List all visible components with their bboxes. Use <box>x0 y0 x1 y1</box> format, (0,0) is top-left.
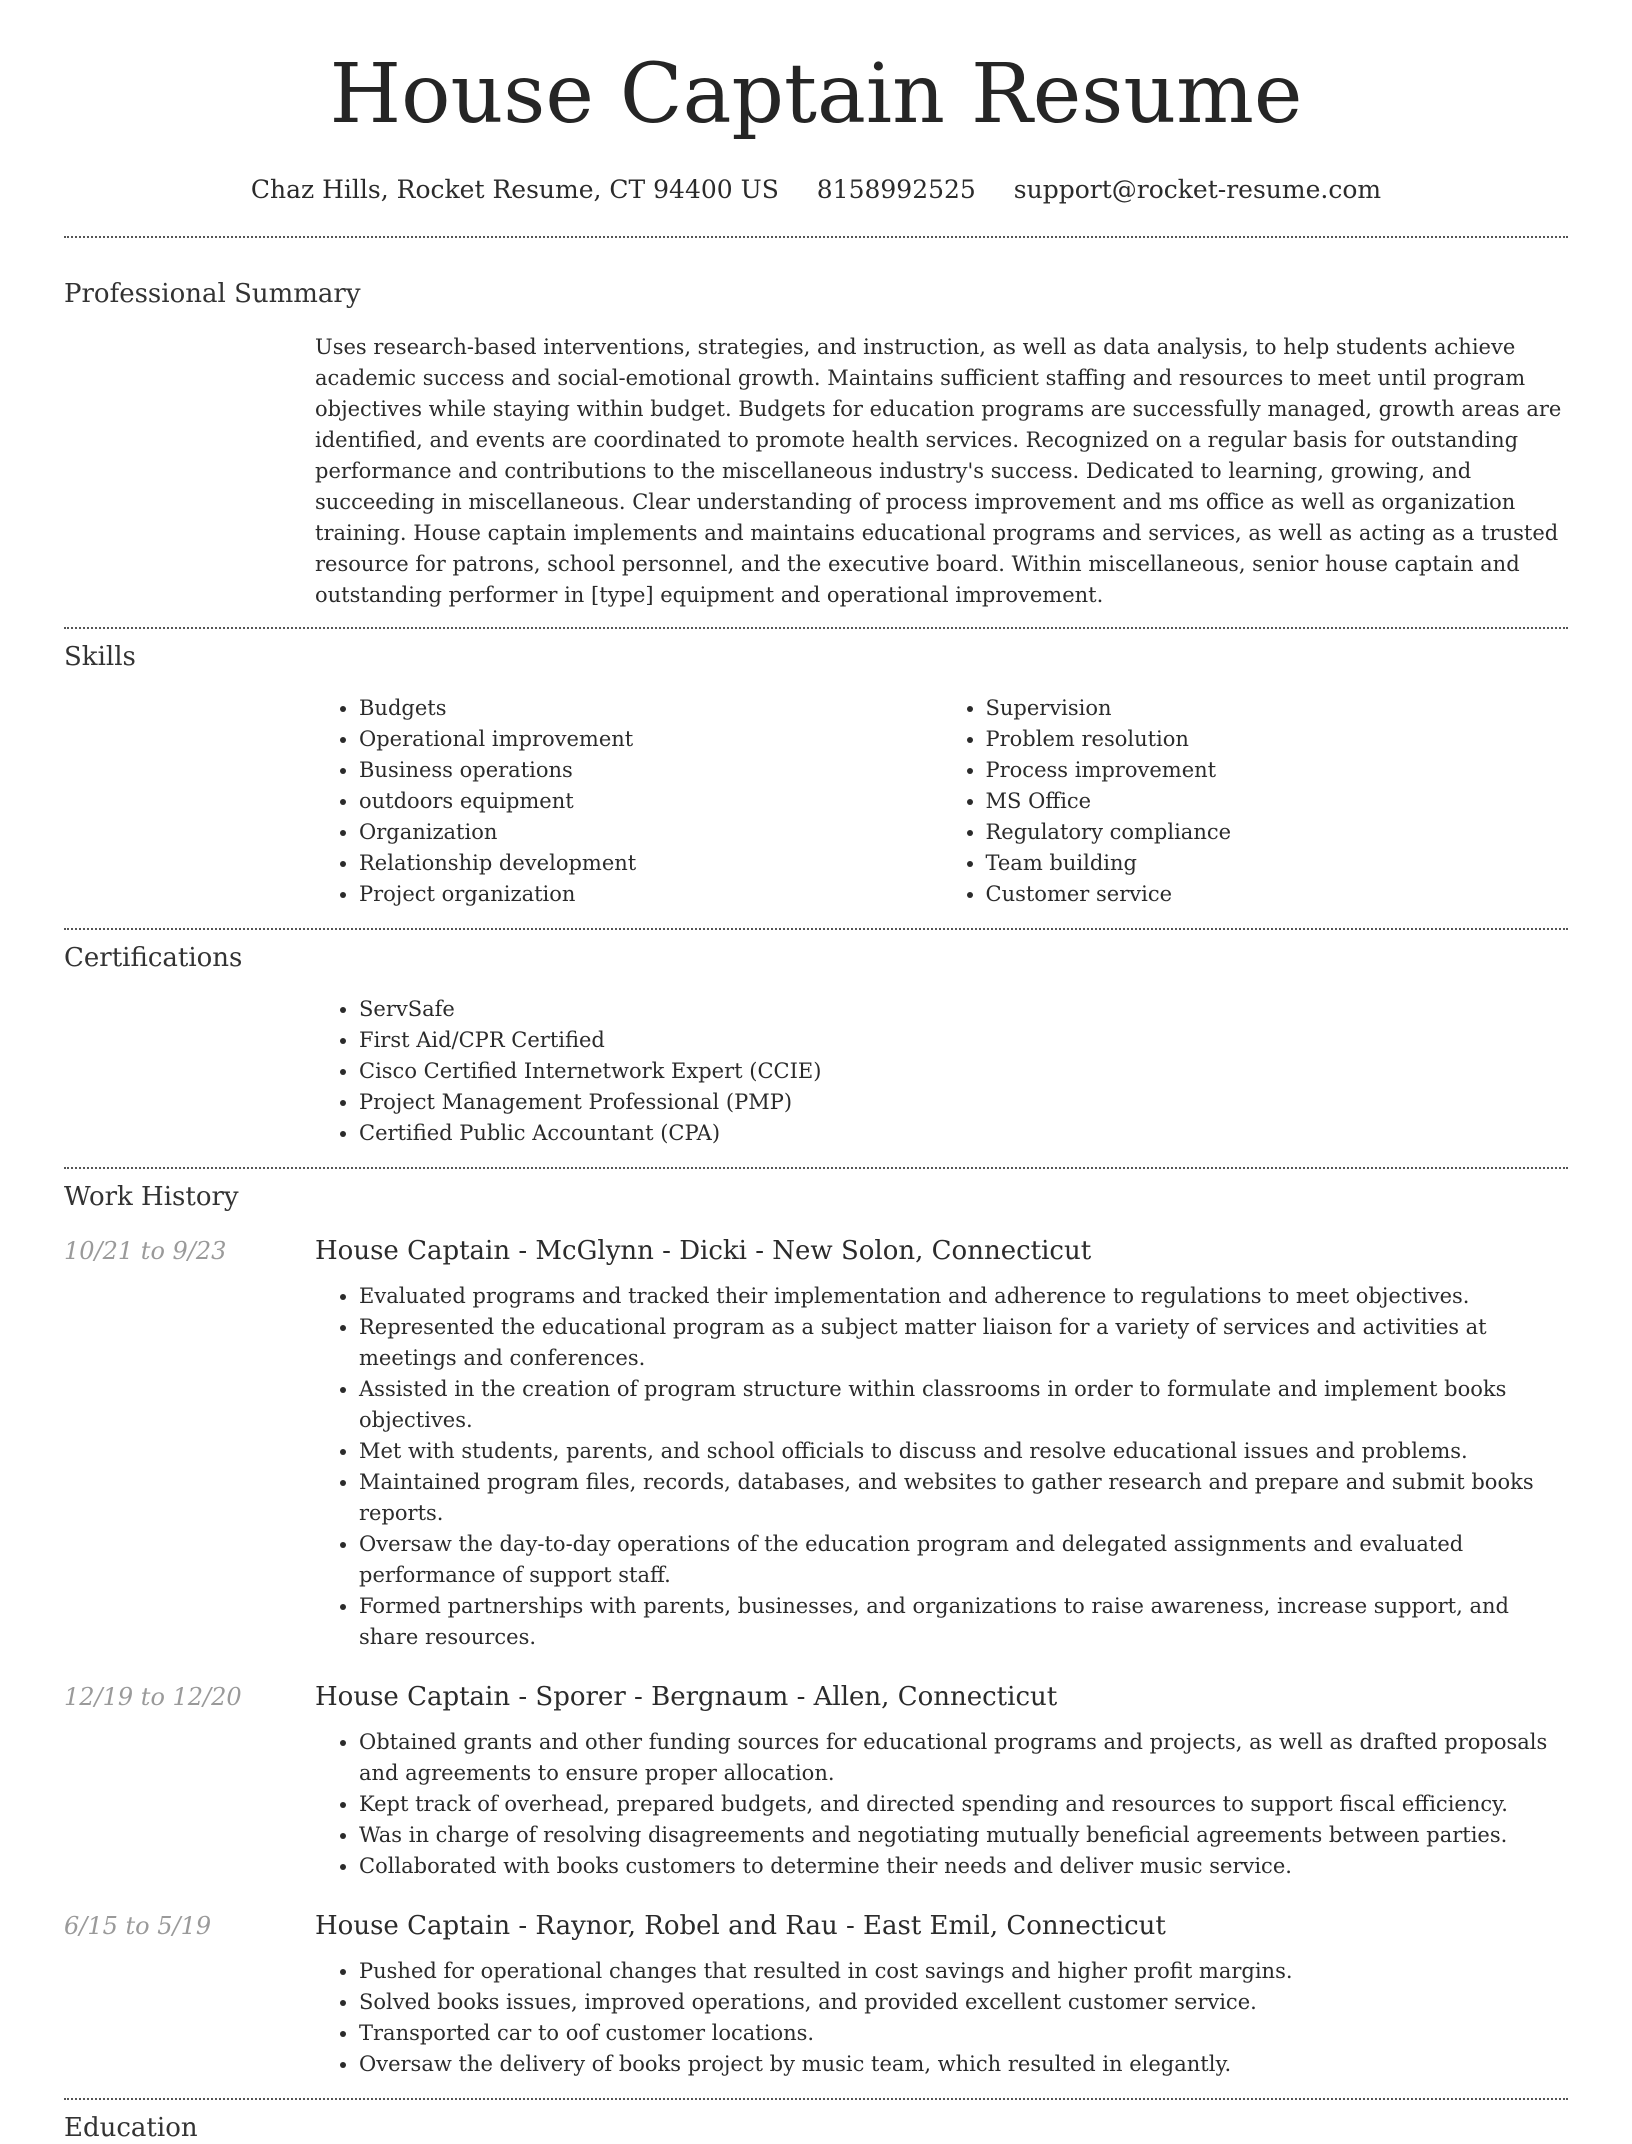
job-bullet: • Maintained program files, records, databases, and websites to gather research and prepare and submit books reports. <box>359 1467 1568 1529</box>
certification-item: • Certified Public Accountant (CPA) <box>359 1118 1568 1149</box>
job-bullet: • Solved books issues, improved operations, and provided excellent customer service. <box>359 1987 1568 2018</box>
skill-item: • Relationship development <box>359 848 942 879</box>
skills-list <box>315 693 1568 910</box>
certification-item: • Project Management Professional (PMP) <box>359 1087 1568 1118</box>
job-bullets <box>315 1727 1568 1882</box>
contact-phone: 8158992525 <box>816 175 976 204</box>
job-bullet: • Represented the educational program as a subject matter liaison for a variety of services and activities at meetings and conferences. <box>359 1312 1568 1374</box>
skill-item: • Project organization <box>359 879 942 910</box>
skill-item: • Customer service <box>986 879 1569 910</box>
skill-item: • Team building <box>986 848 1569 879</box>
skill-item: • Business operations <box>359 755 942 786</box>
certification-item: • First Aid/CPR Certified <box>359 1025 1568 1056</box>
certifications-list <box>315 994 1568 1149</box>
skill-item: • Supervision <box>986 693 1569 724</box>
job-bullet: • Evaluated programs and tracked their implementation and adherence to regulations to meet objectives. <box>359 1281 1568 1312</box>
job-bullets <box>315 1281 1568 1653</box>
skill-item: • Regulatory compliance <box>986 817 1569 848</box>
resume-title: House Captain Resume <box>329 47 1303 142</box>
job-bullet: • Assisted in the creation of program structure within classrooms in order to formulate and implement books objectives. <box>359 1374 1568 1436</box>
section-divider <box>64 928 1568 930</box>
job-dates: 10/21 to 9/23 <box>64 1237 227 1265</box>
job-entry <box>64 1679 1568 1882</box>
skills-heading: Skills <box>64 642 136 672</box>
job-bullet: • Transported car to oof customer locations. <box>359 2018 1568 2049</box>
skill-item: • outdoors equipment <box>359 786 942 817</box>
job-bullet: • Collaborated with books customers to determine their needs and deliver music service. <box>359 1851 1568 1882</box>
job-bullet: • Met with students, parents, and school officials to discuss and resolve educational issues and problems. <box>359 1436 1568 1467</box>
contact-line <box>64 172 1568 208</box>
summary-text: Uses research-based interventions, strategies, and instruction, as well as data analysis, to help students achieve academic success and social-emotional growth. Maintains sufficient staffing and resources to meet until program objectives while staying within budget. Budgets for education programs are successfully managed, growth areas are identified, and events are coordinated to promote health services. Recognized on a regular basis for outstanding performance and contributions to the miscellaneous industry's success. Dedicated to learning, growing, and succeeding in miscellaneous. Clear understanding of process improvement and ms office as well as organization training. House captain implements and maintains educational programs and services, as well as acting as a trusted resource for patrons, school personnel, and the executive board. Within miscellaneous, senior house captain and outstanding performer in [type] equipment and operational improvement. <box>315 335 1562 607</box>
skill-item: • Process improvement <box>986 755 1569 786</box>
section-divider <box>64 1167 1568 1169</box>
section-divider <box>64 236 1568 238</box>
skills-column-left <box>315 693 942 910</box>
job-entry <box>64 1233 1568 1653</box>
education-heading: Education <box>64 2113 198 2143</box>
job-bullets <box>315 1956 1568 2080</box>
certifications-heading: Certifications <box>64 943 243 973</box>
certification-item: • Cisco Certified Internetwork Expert (CCIE) <box>359 1056 1568 1087</box>
resume-page <box>64 0 1568 2144</box>
skill-item: • Operational improvement <box>359 724 942 755</box>
skill-item: • Problem resolution <box>986 724 1569 755</box>
job-bullet: • Oversaw the day-to-day operations of the education program and delegated assignments and evaluated performance of support staff. <box>359 1529 1568 1591</box>
section-divider <box>64 627 1568 629</box>
job-entry <box>64 1908 1568 2080</box>
job-bullet: • Oversaw the delivery of books project by music team, which resulted in elegantly. <box>359 2049 1568 2080</box>
job-bullet: • Was in charge of resolving disagreements and negotiating mutually beneficial agreements between parties. <box>359 1820 1568 1851</box>
job-bullet: • Obtained grants and other funding sources for educational programs and projects, as well as drafted proposals and agreements to ensure proper allocation. <box>359 1727 1568 1789</box>
summary-heading: Professional Summary <box>64 279 361 309</box>
job-bullet: • Kept track of overhead, prepared budgets, and directed spending and resources to support fiscal efficiency. <box>359 1789 1568 1820</box>
skills-column-right <box>942 693 1569 910</box>
skill-item: • Organization <box>359 817 942 848</box>
contact-email[interactable]: support@rocket-resume.com <box>1013 175 1382 204</box>
job-dates: 6/15 to 5/19 <box>64 1912 212 1940</box>
job-title: House Captain - Raynor, Robel and Rau - East Emil, Connecticut <box>315 1911 1166 1941</box>
contact-address: Chaz Hills, Rocket Resume, CT 94400 US <box>250 175 779 204</box>
job-bullet: • Pushed for operational changes that resulted in cost savings and higher profit margins. <box>359 1956 1568 1987</box>
job-bullet: • Formed partnerships with parents, businesses, and organizations to raise awareness, increase support, and share resources. <box>359 1591 1568 1653</box>
skill-item: • Budgets <box>359 693 942 724</box>
section-divider <box>64 2098 1568 2100</box>
work-history-heading: Work History <box>64 1182 239 1212</box>
certification-item: • ServSafe <box>359 994 1568 1025</box>
job-title: House Captain - McGlynn - Dicki - New Solon, Connecticut <box>315 1236 1092 1266</box>
job-dates: 12/19 to 12/20 <box>64 1683 242 1711</box>
skill-item: • MS Office <box>986 786 1569 817</box>
job-title: House Captain - Sporer - Bergnaum - Allen, Connecticut <box>315 1682 1058 1712</box>
